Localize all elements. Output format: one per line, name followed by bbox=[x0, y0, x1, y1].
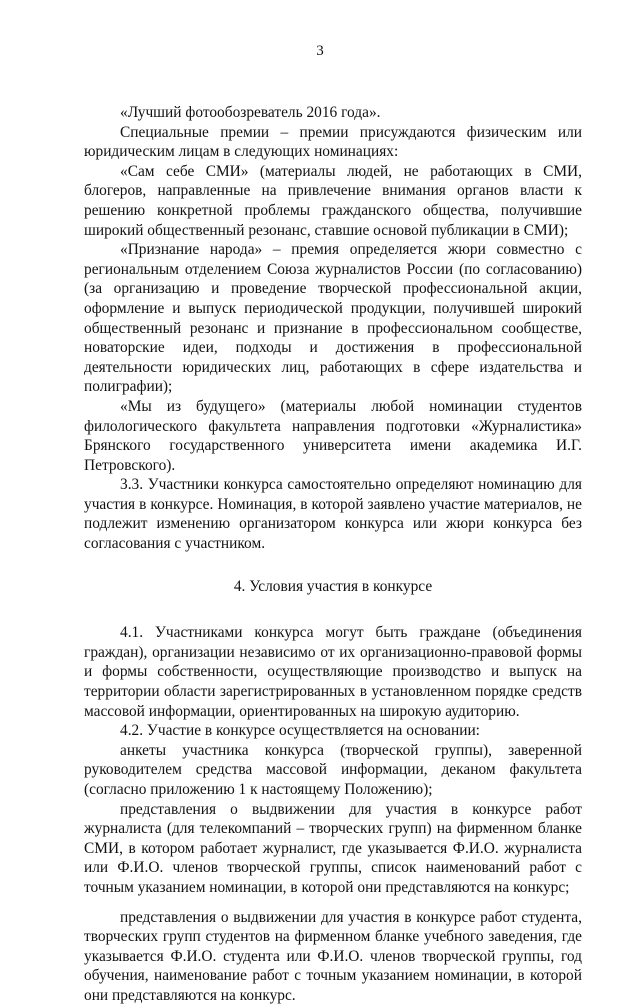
paragraph-nomination-photo: «Лучший фотообозреватель 2016 года». bbox=[120, 104, 381, 121]
paragraph-nomination-future: «Мы из будущего» (материалы любой номинации студентов филологического факультета направления подготовки «Журналистика» Брянского государственного университета имени академика И.Г. Петровского). bbox=[84, 397, 582, 474]
paragraph-4-2-student-nomination: представления о выдвижении для участия в конкурсе работ студента, творческих групп студентов на фирменном бланке учебного заведения, где указывается Ф.И.О. студента или Ф.И.О. членов творческой группы, год обучения, наименование работ с точным указанием номинации, в которой они представляются на конкурс. bbox=[84, 908, 582, 1004]
paragraph-4-2-journalist-nomination: представления о выдвижении для участия в конкурсе работ журналиста (для телекомпаний – творческих групп) на фирменном бланке СМИ, в котором работает журналист, где указывается Ф.И.О. журналиста или Ф.И.О. членов творческой группы, список наименований работ с точным указанием номинации, в которой они представляются на конкурс; bbox=[84, 800, 582, 896]
page-number: 3 bbox=[316, 43, 324, 59]
paragraph-3-3: 3.3. Участники конкурса самостоятельно определяют номинацию для участия в конкурсе. Номинация, в которой заявлено участие материалов, не подлежит изменению организатором конкурса или жюри конкурса без согласования с участником. bbox=[84, 476, 582, 553]
paragraph-nomination-peoples-choice: «Признание народа» – премия определяется жюри совместно с региональным отделением Союза журналистов России (по согласованию) (за организацию и проведение творческой профессиональной акции, оформление и выпуск периодической продукции, получившей широкий общественный резонанс и признание в профессиональном сообществе, новаторские идеи, подходы и достижения в профессиональной деятельности юридических лиц, работающих в сфере издательства и полиграфии); bbox=[84, 241, 582, 396]
paragraph-special-prizes: Специальные премии – премии присуждаются физическим или юридическим лицам в следующих номинациях: bbox=[84, 123, 582, 161]
paragraph-nomination-self-media: «Сам себе СМИ» (материалы людей, не работающих в СМИ, блогеров, направленные на привлечение внимания органов власти к решению конкретной проблемы гражданского общества, получившие широкий общественный резонанс, ставшие основой публикации в СМИ); bbox=[84, 162, 582, 239]
paragraph-4-2: 4.2. Участие в конкурсе осуществляется на основании: bbox=[120, 722, 480, 740]
section-4-title: 4. Условия участия в конкурсе bbox=[233, 577, 433, 595]
document-body bbox=[84, 103, 582, 1006]
paragraph-4-1: 4.1. Участниками конкурса могут быть граждане (объединения граждан), организации независимо от их организационно-правовой формы и формы собственности, осуществляющие производство и выпуск на территории области зарегистрированных в установленном порядке средств массовой информации, ориентированных на широкую аудиторию. bbox=[84, 624, 582, 720]
paragraph-4-2-application: анкеты участника конкурса (творческой группы), заверенной руководителем средства массовой информации, деканом факультета (согласно приложению 1 к настоящему Положению); bbox=[84, 741, 582, 798]
